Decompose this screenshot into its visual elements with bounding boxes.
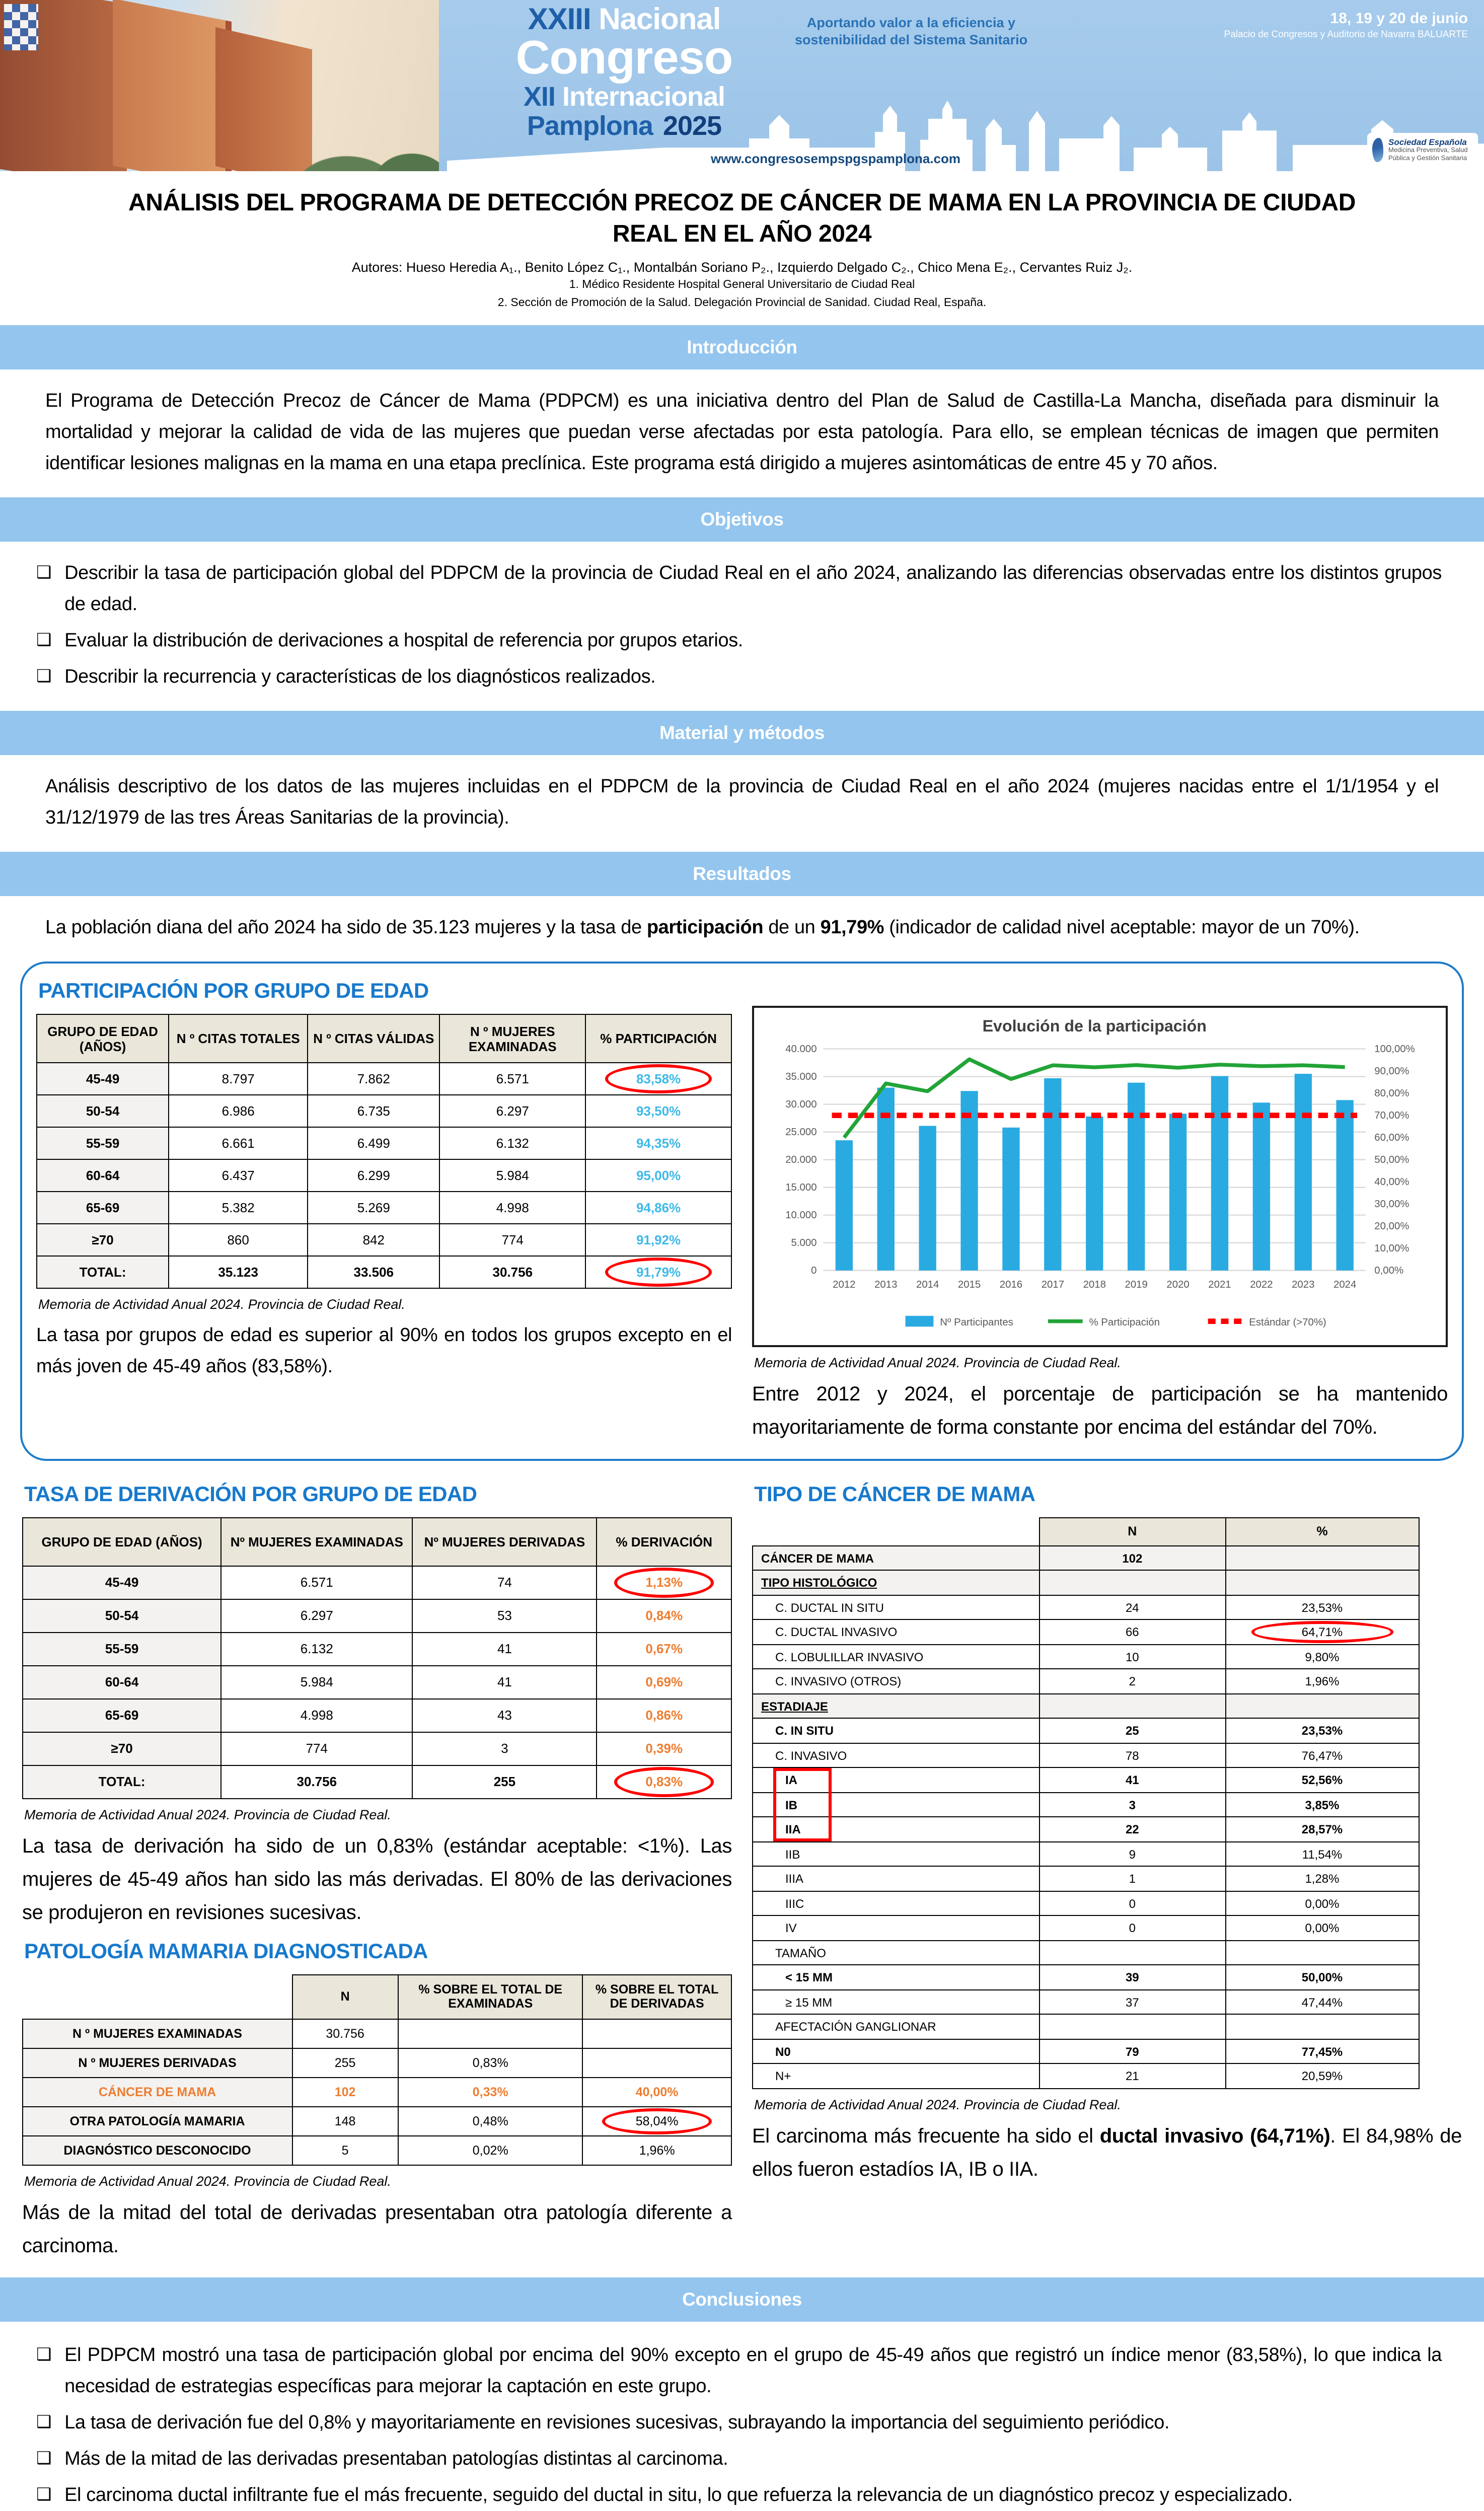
society-subtitle: Medicina Preventiva, Salud Pública y Gestión Sanitaria (1388, 147, 1468, 162)
affiliation-1: 1. Médico Residente Hospital General Universitario de Ciudad Real (569, 279, 915, 291)
svg-text:2013: 2013 (874, 1279, 898, 1291)
svg-text:Nº Participantes: Nº Participantes (940, 1317, 1013, 1328)
subsection-title-patologia: PATOLOGÍA MAMARIA DIAGNOSTICADA (24, 1940, 428, 1963)
photo-trees (189, 111, 439, 171)
logo-line-3: XII Internacional (523, 82, 725, 112)
column-header: Nº MUJERES DERIVADAS (412, 1518, 597, 1566)
derivacion-table (22, 1517, 732, 1799)
header-photo (0, 0, 439, 171)
list-item: ❑ Más de la mitad de las derivadas presentaban patologías distintas al carcinoma. (36, 2444, 1442, 2475)
column-header (23, 1975, 292, 2019)
list-item: ❑ Describir la tasa de participación global del PDPCM de la provincia de Ciudad Real en el año 2024, analizando las diferencias observadas entre los distintos grupos de edad. (36, 558, 1442, 620)
resultados-intro: La población diana del año 2024 ha sido de 35.123 mujeres y la tasa de participación de un 91,79% (indicador de calidad nivel aceptable: mayor de un 70%). (45, 917, 1360, 938)
participacion-note: La tasa por grupos de edad es superior al 90% en todos los grupos excepto en el más joven de 45-49 años (83,58%). (36, 1325, 732, 1377)
red-box-annotation (773, 1768, 832, 1794)
red-circle-annotation (615, 1767, 714, 1797)
photo-flag-emblem (4, 4, 38, 50)
subsection-title-tipo: TIPO DE CÁNCER DE MAMA (754, 1483, 1035, 1506)
column-header: % DERIVACIÓN (597, 1518, 731, 1566)
column-header: N º CITAS TOTALES (169, 1014, 308, 1063)
list-item: ❑ Describir la recurrencia y características de los diagnósticos realizados. (36, 661, 1442, 693)
derivacion-note: La tasa de derivación ha sido de un 0,83% (estándar aceptable: <1%). Las mujeres de 45-49 años han sido las más derivadas. El 80% de las derivaciones se produjeron en revisiones sucesivas. (22, 1835, 732, 1924)
column-header (753, 1518, 1039, 1546)
results-row-2 (22, 1475, 1462, 2263)
subsection-title-derivacion: TASA DE DERIVACIÓN POR GRUPO DE EDAD (24, 1483, 477, 1506)
table-row: ≥ 15 MM 37 47,44% (753, 1990, 1419, 2015)
red-box-annotation (773, 1791, 832, 1819)
table-row: AFECTACIÓN GANGLIONAR (753, 2015, 1419, 2039)
table-row: OTRA PATOLOGÍA MAMARIA 148 0,48% 58,04% (23, 2107, 731, 2136)
tipo-cancer-table (752, 1517, 1419, 2089)
source-caption: Memoria de Actividad Anual 2024. Provincia de Ciudad Real. (754, 1355, 1121, 1370)
column-header: N (292, 1975, 398, 2019)
checkbox-bullet-icon: ❑ (36, 563, 52, 582)
table-row: N0 79 77,45% (753, 2039, 1419, 2064)
svg-text:2012: 2012 (833, 1279, 856, 1291)
congress-header (0, 0, 1484, 171)
red-circle-annotation (602, 2108, 711, 2134)
list-item: ❑ Evaluar la distribución de derivaciones a hospital de referencia por grupos etarios. (36, 625, 1442, 656)
evolucion-note: Entre 2012 y 2024, el porcentaje de participación se ha mantenido mayoritariamente de forma constante por encima del estándar del 70%. (752, 1383, 1448, 1439)
table-row: C. LOBULILLAR INVASIVO 10 9,80% (753, 1645, 1419, 1669)
material-text: Análisis descriptivo de los datos de las mujeres incluidas en el PDPCM de la provincia de Ciudad Real en el año 2024 (mujeres nacidas entre el 1/1/1954 y el 31/12/1979 de las tres Áreas Sanitarias de la provincia). (45, 776, 1439, 829)
svg-text:100,00%: 100,00% (1374, 1044, 1415, 1055)
source-caption: Memoria de Actividad Anual 2024. Provincia de Ciudad Real. (24, 2173, 391, 2189)
red-box-annotation (773, 1816, 832, 1841)
patologia-note: Más de la mitad del total de derivadas presentaban otra patología diferente a carcinoma. (22, 2201, 732, 2257)
table-row: IIA 22 28,57% (753, 1817, 1419, 1842)
table-row: C. DUCTAL IN SITU 24 23,53% (753, 1595, 1419, 1620)
source-caption: Memoria de Actividad Anual 2024. Provincia de Ciudad Real. (38, 1297, 405, 1312)
objetivos-list (36, 558, 1442, 693)
red-circle-annotation (605, 1064, 712, 1093)
table-row: N º MUJERES EXAMINADAS 30.756 (23, 2019, 731, 2048)
svg-text:10.000: 10.000 (785, 1210, 817, 1221)
section-banner-introduccion: Introducción (0, 325, 1484, 370)
results-box (20, 962, 1464, 1461)
svg-text:2015: 2015 (957, 1279, 981, 1291)
red-circle-annotation (615, 1568, 714, 1598)
table-row: IB 3 3,85% (753, 1793, 1419, 1817)
source-caption: Memoria de Actividad Anual 2024. Provincia de Ciudad Real. (754, 2097, 1121, 2112)
column-header: Nº MUJERES EXAMINADAS (221, 1518, 412, 1566)
svg-text:2023: 2023 (1292, 1279, 1315, 1291)
table-row: CÁNCER DE MAMA 102 (753, 1546, 1419, 1571)
section-banner-resultados: Resultados (0, 852, 1484, 896)
svg-text:2024: 2024 (1333, 1279, 1357, 1291)
column-header: % SOBRE EL TOTAL DE EXAMINADAS (398, 1975, 582, 2019)
svg-text:Estándar (>70%): Estándar (>70%) (1249, 1317, 1326, 1328)
svg-text:20,00%: 20,00% (1374, 1221, 1409, 1232)
checkbox-bullet-icon: ❑ (36, 2448, 52, 2468)
column-header: N º CITAS VÁLIDAS (308, 1014, 439, 1063)
table-row: 60-64 5.984 41 0,69% (23, 1666, 731, 1699)
venue: Palacio de Congresos y Auditorio de Navarra BALUARTE (1224, 29, 1468, 40)
table-row: TOTAL: 30.756 255 0,83% (23, 1765, 731, 1799)
svg-text:15.000: 15.000 (785, 1182, 817, 1194)
svg-text:2016: 2016 (999, 1279, 1023, 1291)
participation-column (36, 972, 732, 1445)
list-item: ❑ La tasa de derivación fue del 0,8% y mayoritariamente en revisiones sucesivas, subrayando la importancia del seguimiento periódico. (36, 2407, 1442, 2439)
column-header: % PARTICIPACIÓN (585, 1014, 731, 1063)
svg-text:30.000: 30.000 (785, 1099, 817, 1111)
section-banner-material: Material y métodos (0, 711, 1484, 755)
checkbox-bullet-icon: ❑ (36, 667, 52, 686)
svg-text:2017: 2017 (1041, 1279, 1065, 1291)
column-header: % (1226, 1518, 1419, 1546)
svg-text:90,00%: 90,00% (1374, 1066, 1409, 1077)
red-circle-annotation (605, 1258, 712, 1287)
svg-text:2021: 2021 (1208, 1279, 1231, 1291)
checkbox-bullet-icon: ❑ (36, 2484, 52, 2504)
table-row: IIB 9 11,54% (753, 1842, 1419, 1867)
logo-line-4: Pamplona 2025 (527, 111, 722, 141)
table-row: IIIA 1 1,28% (753, 1867, 1419, 1891)
congress-url-link[interactable]: www.congresosempspgspamplona.com (710, 151, 960, 166)
list-item: ❑ El carcinoma ductal infiltrante fue el más frecuente, seguido del ductal in situ, lo que refuerza la relevancia de un diagnóstico precoz y especializado. (36, 2480, 1442, 2511)
table-row: 55-59 6.132 41 0,67% (23, 1633, 731, 1666)
column-header: N (1039, 1518, 1226, 1546)
svg-text:60,00%: 60,00% (1374, 1132, 1409, 1144)
checkbox-bullet-icon: ❑ (36, 2344, 52, 2364)
date-range: 18, 19 y 20 de junio (1330, 10, 1468, 27)
svg-text:Evolución de la participación: Evolución de la participación (982, 1017, 1207, 1036)
intro-text: El Programa de Detección Precoz de Cáncer de Mama (PDPCM) es una iniciativa dentro del Plan de Salud de Castilla-La Mancha, diseñada para disminuir la mortalidad y mejorar la calidad de vida de las mujeres que puedan verse afectadas por esta patología. Para ello, se emplean técnicas de imagen que permiten identificar lesiones malignas en la mama en una etapa preclínica. Este programa está dirigido a mujeres asintomáticas de entre 45 y 70 años. (45, 391, 1439, 474)
section-banner-objetivos: Objetivos (0, 497, 1484, 542)
svg-text:40,00%: 40,00% (1374, 1176, 1409, 1188)
svg-text:50,00%: 50,00% (1374, 1154, 1409, 1166)
table-row: 65-69 4.998 43 0,86% (23, 1699, 731, 1732)
section-banner-conclusiones: Conclusiones (0, 2277, 1484, 2322)
table-row: < 15 MM 39 50,00% (753, 1965, 1419, 1990)
svg-text:30,00%: 30,00% (1374, 1199, 1409, 1210)
svg-text:10,00%: 10,00% (1374, 1243, 1409, 1254)
table-row: IV 0 0,00% (753, 1916, 1419, 1941)
participation-chart (754, 1008, 1446, 1345)
table-row: C. IN SITU 25 23,53% (753, 1719, 1419, 1743)
svg-text:20.000: 20.000 (785, 1154, 817, 1166)
table-row: C. DUCTAL INVASIVO 66 64,71% (753, 1620, 1419, 1645)
checkbox-bullet-icon: ❑ (36, 630, 52, 649)
table-row: IIIC 0 0,00% (753, 1891, 1419, 1916)
svg-text:0: 0 (811, 1265, 817, 1277)
authors-line: Autores: Hueso Heredia A₁., Benito López C₁., Montalbán Soriano P₂., Izquierdo Delgado C₂., Chico Mena E₂., Cervantes Ruiz J₂. (351, 260, 1133, 275)
list-item: ❑ El PDPCM mostró una tasa de participación global por encima del 90% excepto en el grupo de 45-49 años que registró un índice menor (83,58%), lo que indica la necesidad de estrategias específicas para mejorar la captación en este grupo. (36, 2340, 1442, 2402)
column-header: % SOBRE EL TOTAL DE DERIVADAS (582, 1975, 731, 2019)
table-row: ≥70 860 842 774 91,92% (37, 1224, 731, 1256)
svg-text:80,00%: 80,00% (1374, 1088, 1409, 1099)
table-row: N º MUJERES DERIVADAS 255 0,83% (23, 2048, 731, 2078)
svg-text:35.000: 35.000 (785, 1071, 817, 1083)
participation-chart-frame (752, 1006, 1448, 1347)
column-header: N º MUJERES EXAMINADAS (439, 1014, 585, 1063)
society-logo-icon (1372, 138, 1383, 162)
table-row: TAMAÑO (753, 1941, 1419, 1965)
conclusiones-list (36, 2340, 1442, 2511)
table-row: C. INVASIVO (OTROS) 2 1,96% (753, 1669, 1419, 1694)
table-row: 50-54 6.297 53 0,84% (23, 1599, 731, 1633)
cancer-type-column (752, 1475, 1462, 2187)
source-caption: Memoria de Actividad Anual 2024. Provincia de Ciudad Real. (24, 1807, 391, 1822)
evolution-column (752, 972, 1448, 1445)
table-row: DIAGNÓSTICO DESCONOCIDO 5 0,02% 1,96% (23, 2136, 731, 2165)
table-row: ≥70 774 3 0,39% (23, 1732, 731, 1765)
table-row: TOTAL: 35.123 33.506 30.756 91,79% (37, 1256, 731, 1288)
table-row: 50-54 6.986 6.735 6.297 93,50% (37, 1095, 731, 1127)
table-row: 65-69 5.382 5.269 4.998 94,86% (37, 1192, 731, 1224)
logo-line-2: Congreso (515, 30, 733, 84)
table-row: 45-49 8.797 7.862 6.571 83,58% (37, 1063, 731, 1095)
derivation-column (22, 1475, 732, 2263)
svg-text:70,00%: 70,00% (1374, 1110, 1409, 1122)
carcinoma-note: El carcinoma más frecuente ha sido el ductal invasivo (64,71%). El 84,98% de ellos fueron estadíos IA, IB o IIA. (752, 2125, 1462, 2181)
subsection-title-participacion: PARTICIPACIÓN POR GRUPO DE EDAD (38, 980, 429, 1003)
svg-text:2019: 2019 (1125, 1279, 1148, 1291)
svg-text:40.000: 40.000 (785, 1044, 817, 1055)
congress-tagline: Aportando valor a la eficiencia y sostenibilidad del Sistema Sanitario (794, 15, 1028, 47)
congress-logo (455, 4, 793, 140)
table-row: N+ 21 20,59% (753, 2064, 1419, 2089)
svg-text:2014: 2014 (916, 1279, 939, 1291)
svg-text:% Participación: % Participación (1089, 1317, 1160, 1328)
table-row: ESTADIAJE (753, 1694, 1419, 1719)
svg-text:2018: 2018 (1083, 1279, 1106, 1291)
checkbox-bullet-icon: ❑ (36, 2412, 52, 2431)
congress-dates (1136, 10, 1468, 40)
society-logo (1367, 133, 1478, 167)
column-header: GRUPO DE EDAD (AÑOS) (23, 1518, 221, 1566)
table-row: TIPO HISTOLÓGICO (753, 1571, 1419, 1595)
red-circle-annotation (1251, 1621, 1393, 1643)
logo-line-1: XXIII Nacional (528, 3, 721, 36)
table-row: 55-59 6.661 6.499 6.132 94,35% (37, 1127, 731, 1159)
table-row: 45-49 6.571 74 1,13% (23, 1566, 731, 1599)
poster-title: ANÁLISIS DEL PROGRAMA DE DETECCIÓN PRECOZ DE CÁNCER DE MAMA EN LA PROVINCIA DE CIUDAD REAL EN EL AÑO 2024 (128, 189, 1356, 248)
column-header: GRUPO DE EDAD (AÑOS) (37, 1014, 169, 1063)
svg-text:0,00%: 0,00% (1374, 1265, 1404, 1277)
svg-text:2022: 2022 (1250, 1279, 1273, 1291)
svg-text:25.000: 25.000 (785, 1127, 817, 1138)
table-row: C. INVASIVO 78 76,47% (753, 1743, 1419, 1768)
svg-text:2020: 2020 (1166, 1279, 1190, 1291)
svg-text:5.000: 5.000 (791, 1237, 817, 1249)
society-name: Sociedad Española (1388, 137, 1467, 147)
table-row: IA 41 52,56% (753, 1768, 1419, 1793)
affiliation-2: 2. Sección de Promoción de la Salud. Delegación Provincial de Sanidad. Ciudad Real, España. (497, 297, 987, 309)
table-row: 60-64 6.437 6.299 5.984 95,00% (37, 1159, 731, 1192)
table-row: CÁNCER DE MAMA 102 0,33% 40,00% (23, 2078, 731, 2107)
patologia-table (22, 1974, 732, 2166)
participacion-table (36, 1014, 732, 1289)
